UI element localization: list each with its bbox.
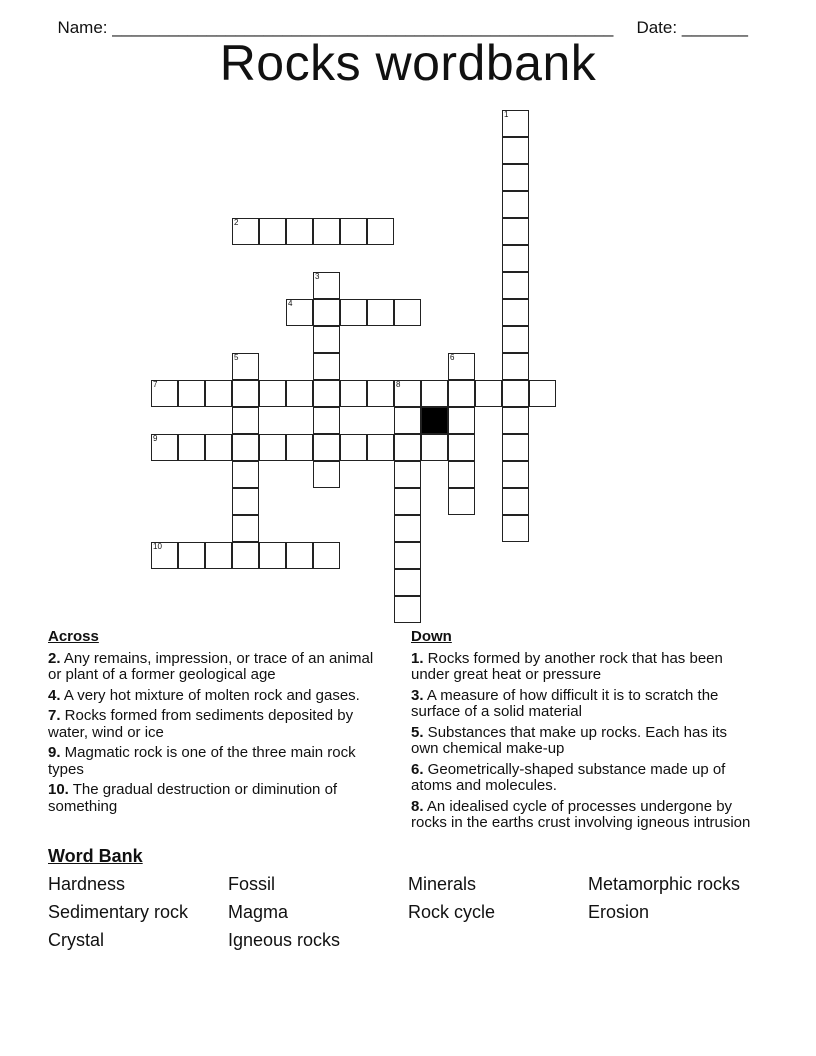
crossword-cell[interactable]	[151, 542, 178, 569]
cell-number: 1	[504, 110, 509, 119]
crossword-cell[interactable]	[475, 380, 502, 407]
clue-number: 6.	[411, 760, 424, 778]
crossword-cell[interactable]	[313, 461, 340, 488]
down-clue-1	[411, 651, 756, 684]
clue-number: 8.	[411, 797, 424, 815]
crossword-cell[interactable]	[232, 353, 259, 380]
clue-number: 4.	[48, 686, 61, 704]
across-clue-2	[48, 651, 378, 684]
down-clue-3	[411, 688, 756, 721]
cell-number: 10	[153, 542, 162, 551]
crossword-cell[interactable]	[340, 380, 367, 407]
across-clue-9	[48, 745, 378, 778]
cell-number: 4	[288, 299, 293, 308]
across-heading: Across	[48, 628, 99, 645]
clue-number: 9.	[48, 744, 61, 761]
cell-number: 3	[315, 272, 320, 281]
crossword-cell[interactable]	[259, 218, 286, 245]
clue-number: 10.	[48, 781, 69, 798]
cell-number: 6	[450, 353, 455, 362]
crossword-cell[interactable]	[502, 488, 529, 515]
clue-text: An idealised cycle of processes undergone by rocks in the earths crust involving igneous intrusion	[411, 797, 751, 831]
word-bank-item: Metamorphic rocks	[588, 874, 741, 894]
crossword-cell[interactable]	[502, 380, 529, 407]
crossword-cell[interactable]	[448, 353, 475, 380]
crossword-cell[interactable]	[313, 353, 340, 380]
clue-text: A very hot mixture of molten rock and gases.	[60, 686, 360, 704]
crossword-cell[interactable]	[448, 380, 475, 407]
crossword-cell[interactable]	[367, 299, 394, 326]
crossword-cell[interactable]	[313, 326, 340, 353]
cell-number: 2	[234, 218, 239, 227]
cell-number: 8	[396, 380, 401, 389]
crossword-cell[interactable]	[502, 164, 529, 191]
crossword-cell[interactable]	[502, 353, 529, 380]
crossword-cell[interactable]	[340, 218, 367, 245]
crossword-cell[interactable]	[286, 434, 313, 461]
crossword-cell[interactable]	[232, 380, 259, 407]
crossword-cell[interactable]	[502, 407, 529, 434]
name-line[interactable]: _____________________________________________________	[107, 18, 614, 37]
clue-number: 1.	[411, 649, 424, 667]
crossword-cell[interactable]	[394, 488, 421, 515]
crossword-cell[interactable]	[394, 299, 421, 326]
crossword-cell[interactable]	[394, 407, 421, 434]
down-clues	[411, 629, 756, 836]
crossword-cell[interactable]	[502, 326, 529, 353]
crossword-cell[interactable]	[394, 542, 421, 569]
crossword-cell[interactable]	[313, 272, 340, 299]
crossword-cell[interactable]	[232, 461, 259, 488]
word-bank-item: Minerals	[408, 874, 477, 894]
crossword-cell[interactable]	[421, 380, 448, 407]
crossword-cell[interactable]	[151, 434, 178, 461]
crossword-cell[interactable]	[259, 380, 286, 407]
clue-number: 5.	[411, 723, 424, 741]
crossword-cell[interactable]	[313, 542, 340, 569]
crossword-cell[interactable]	[340, 299, 367, 326]
crossword-cell[interactable]	[448, 461, 475, 488]
word-bank-item: Igneous rocks	[228, 930, 341, 950]
crossword-cell[interactable]	[232, 218, 259, 245]
across-clue-10	[48, 782, 378, 815]
clue-text: A measure of how difficult it is to scratch the surface of a solid material	[411, 686, 719, 720]
crossword-cell[interactable]	[232, 434, 259, 461]
crossword-cell[interactable]	[448, 434, 475, 461]
crossword-cell[interactable]	[151, 380, 178, 407]
down-clue-5	[411, 725, 756, 758]
crossword-cell[interactable]	[448, 488, 475, 515]
crossword-cell[interactable]	[178, 434, 205, 461]
crossword-black-cell	[421, 407, 448, 434]
crossword-cell[interactable]	[178, 542, 205, 569]
word-bank-item: Erosion	[588, 902, 650, 922]
crossword-cell[interactable]	[394, 515, 421, 542]
crossword-cell[interactable]	[502, 299, 529, 326]
clue-number: 3.	[411, 686, 424, 704]
crossword-cell[interactable]	[502, 137, 529, 164]
across-clues	[48, 629, 378, 819]
crossword-cell[interactable]	[394, 596, 421, 623]
down-clue-8	[411, 799, 756, 832]
crossword-cell[interactable]	[529, 380, 556, 407]
word-bank-title: Word Bank	[48, 846, 143, 866]
crossword-cell[interactable]	[502, 515, 529, 542]
across-clue-4	[48, 688, 378, 705]
down-clue-6	[411, 762, 756, 795]
crossword-cell[interactable]	[205, 380, 232, 407]
crossword-cell[interactable]	[313, 407, 340, 434]
across-clue-7	[48, 708, 378, 741]
crossword-cell[interactable]	[502, 245, 529, 272]
crossword-cell[interactable]	[367, 218, 394, 245]
clue-text: Any remains, impression, or trace of an animal or plant of a former geological age	[48, 649, 374, 683]
clue-text: Substances that make up rocks. Each has its own chemical make-up	[411, 723, 728, 757]
crossword-cell[interactable]	[313, 299, 340, 326]
crossword-cell[interactable]	[502, 461, 529, 488]
crossword-cell[interactable]	[502, 434, 529, 461]
crossword-cell[interactable]	[259, 542, 286, 569]
crossword-cell[interactable]	[502, 272, 529, 299]
crossword-cell[interactable]	[502, 218, 529, 245]
crossword-cell[interactable]	[205, 434, 232, 461]
crossword-cell[interactable]	[286, 542, 313, 569]
crossword-cell[interactable]	[205, 542, 232, 569]
crossword-cell[interactable]	[313, 434, 340, 461]
clue-text: Magmatic rock is one of the three main rock types	[48, 744, 356, 778]
cell-number: 7	[153, 380, 158, 389]
word-bank-item: Rock cycle	[408, 902, 496, 922]
clue-text: Rocks formed from sediments deposited by water, wind or ice	[48, 707, 354, 741]
crossword-cell[interactable]	[502, 191, 529, 218]
clue-number: 7.	[48, 707, 61, 724]
clue-text: Geometrically-shaped substance made up of atoms and molecules.	[411, 760, 726, 794]
word-bank-item: Fossil	[228, 874, 276, 894]
crossword-cell[interactable]	[394, 569, 421, 596]
crossword-cell[interactable]	[286, 218, 313, 245]
clue-number: 2.	[48, 649, 61, 667]
crossword-cell[interactable]	[232, 488, 259, 515]
crossword-cell[interactable]	[313, 380, 340, 407]
crossword-cell[interactable]	[340, 434, 367, 461]
page-title: Rocks wordbank	[219, 35, 597, 91]
crossword-cell[interactable]	[394, 461, 421, 488]
crossword-cell[interactable]	[394, 380, 421, 407]
crossword-cell[interactable]	[421, 434, 448, 461]
cell-number: 5	[234, 353, 239, 362]
word-bank-item: Magma	[228, 902, 289, 922]
crossword-cell[interactable]	[232, 407, 259, 434]
crossword-cell[interactable]	[367, 380, 394, 407]
crossword-cell[interactable]	[367, 434, 394, 461]
crossword-cell[interactable]	[394, 434, 421, 461]
name-label: Name:	[57, 18, 108, 37]
crossword-cell[interactable]	[232, 515, 259, 542]
word-bank-item: Sedimentary rock	[48, 902, 189, 922]
crossword-cell[interactable]	[178, 380, 205, 407]
crossword-cell[interactable]	[448, 407, 475, 434]
crossword-cell[interactable]	[286, 380, 313, 407]
cell-number: 9	[153, 434, 158, 443]
clue-text: The gradual destruction or diminution of something	[48, 781, 338, 815]
crossword-cell[interactable]	[259, 434, 286, 461]
crossword-cell[interactable]	[502, 110, 529, 137]
date-label: Date:	[636, 18, 678, 37]
word-bank-item: Crystal	[48, 930, 105, 950]
clue-text: Rocks formed by another rock that has been under great heat or pressure	[411, 649, 723, 683]
word-bank-item: Hardness	[48, 874, 126, 894]
crossword-cell[interactable]	[313, 218, 340, 245]
crossword-cell[interactable]	[286, 299, 313, 326]
date-line[interactable]: _______	[677, 18, 748, 37]
crossword-cell[interactable]	[232, 542, 259, 569]
down-heading: Down	[411, 628, 452, 645]
